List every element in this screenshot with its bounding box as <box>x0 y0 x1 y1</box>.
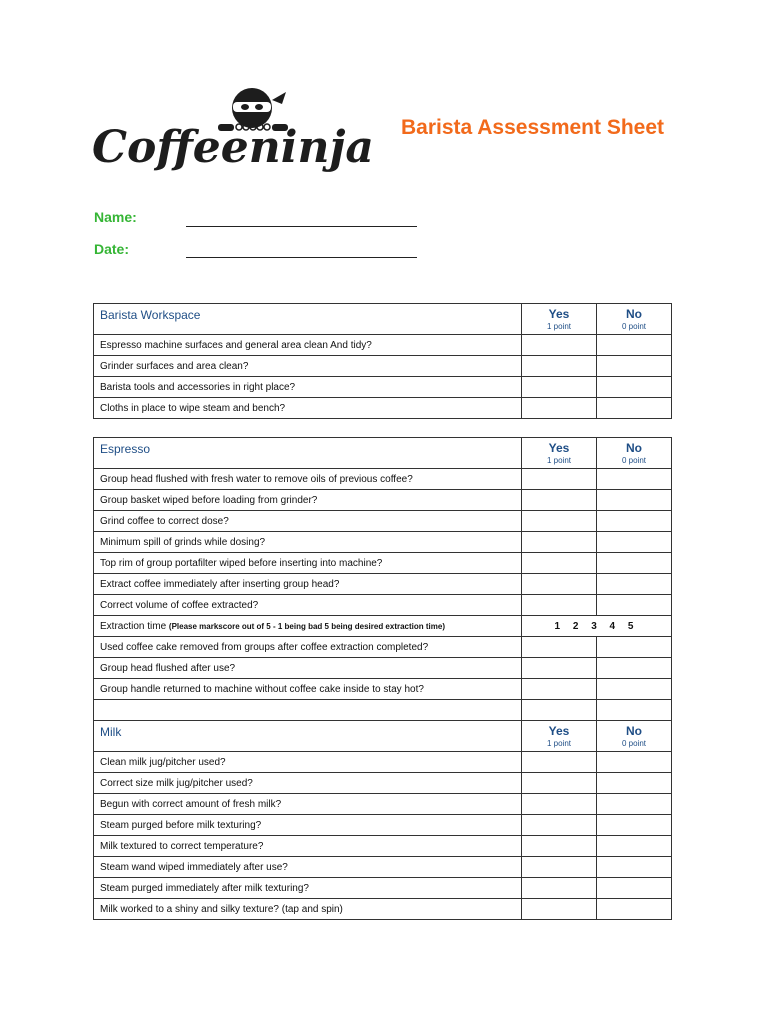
extraction-label: Extraction time <box>100 620 167 632</box>
no-cell[interactable] <box>597 595 672 616</box>
yes-cell[interactable] <box>522 679 597 700</box>
no-cell[interactable] <box>597 574 672 595</box>
question-cell: Group head flushed after use? <box>94 658 522 679</box>
workspace-header-row <box>94 304 672 335</box>
no-column-header: No 0 point <box>597 304 672 335</box>
yes-cell[interactable] <box>522 815 597 836</box>
yes-cell[interactable] <box>522 658 597 679</box>
question-cell: Top rim of group portafilter wiped before inserting into machine? <box>94 553 522 574</box>
table-row <box>94 553 672 574</box>
no-cell[interactable] <box>597 377 672 398</box>
question-cell: Used coffee cake removed from groups after coffee extraction completed? <box>94 637 522 658</box>
extraction-score-scale[interactable]: 1 2 3 4 5 <box>522 616 672 637</box>
no-cell[interactable] <box>597 815 672 836</box>
date-label: Date: <box>94 241 130 257</box>
question-cell: Steam purged before milk texturing? <box>94 815 522 836</box>
question-cell: Grind coffee to correct dose? <box>94 511 522 532</box>
yes-cell[interactable] <box>522 335 597 356</box>
no-cell[interactable] <box>597 398 672 419</box>
page-title: Barista Assessment Sheet <box>401 116 665 139</box>
table-row <box>94 773 672 794</box>
no-cell[interactable] <box>597 511 672 532</box>
yes-cell[interactable] <box>522 377 597 398</box>
date-field[interactable] <box>186 257 417 258</box>
yes-cell[interactable] <box>522 752 597 773</box>
spacer-row <box>94 700 672 721</box>
no-cell[interactable] <box>597 335 672 356</box>
no-cell[interactable] <box>597 857 672 878</box>
yes-cell[interactable] <box>522 878 597 899</box>
yes-cell[interactable] <box>522 469 597 490</box>
question-cell: Group basket wiped before loading from grinder? <box>94 490 522 511</box>
yes-cell[interactable] <box>522 794 597 815</box>
espresso-header-row <box>94 438 672 469</box>
question-cell: Minimum spill of grinds while dosing? <box>94 532 522 553</box>
yes-column-header: Yes 1 point <box>522 438 597 469</box>
question-cell: Extract coffee immediately after inserting group head? <box>94 574 522 595</box>
question-cell: Steam purged immediately after milk texturing? <box>94 878 522 899</box>
yes-cell[interactable] <box>522 574 597 595</box>
table-row <box>94 398 672 419</box>
table-row <box>94 899 672 920</box>
no-cell[interactable] <box>597 637 672 658</box>
table-row <box>94 658 672 679</box>
table-row <box>94 794 672 815</box>
question-cell: Correct volume of coffee extracted? <box>94 595 522 616</box>
table-row <box>94 679 672 700</box>
no-cell[interactable] <box>597 553 672 574</box>
no-cell[interactable] <box>597 658 672 679</box>
table-row <box>94 574 672 595</box>
no-cell[interactable] <box>597 752 672 773</box>
question-cell: Steam wand wiped immediately after use? <box>94 857 522 878</box>
table-row <box>94 532 672 553</box>
coffeeninja-logo <box>92 86 374 178</box>
yes-cell[interactable] <box>522 857 597 878</box>
yes-column-header: Yes 1 point <box>522 721 597 752</box>
no-cell[interactable] <box>597 773 672 794</box>
table-row <box>94 490 672 511</box>
extraction-note: (Please markscore out of 5 - 1 being bad 5 being desired extraction time) <box>168 621 445 631</box>
name-field[interactable] <box>186 226 417 227</box>
no-cell[interactable] <box>597 878 672 899</box>
question-cell <box>94 616 522 637</box>
yes-cell[interactable] <box>522 356 597 377</box>
question-cell: Milk worked to a shiny and silky texture? (tap and spin) <box>94 899 522 920</box>
no-cell[interactable] <box>597 532 672 553</box>
empty-cell <box>94 700 522 721</box>
no-column-header: No 0 point <box>597 438 672 469</box>
table-row <box>94 815 672 836</box>
table-row <box>94 595 672 616</box>
yes-cell[interactable] <box>522 899 597 920</box>
yes-cell[interactable] <box>522 398 597 419</box>
no-cell[interactable] <box>597 794 672 815</box>
section-heading: Barista Workspace <box>94 304 522 335</box>
question-cell: Barista tools and accessories in right place? <box>94 377 522 398</box>
section-heading: Espresso <box>94 438 522 469</box>
table-row <box>94 335 672 356</box>
question-cell: Grinder surfaces and area clean? <box>94 356 522 377</box>
yes-cell[interactable] <box>522 773 597 794</box>
question-cell: Espresso machine surfaces and general area clean And tidy? <box>94 335 522 356</box>
ninja-mascot-icon <box>92 86 374 178</box>
empty-cell <box>522 700 597 721</box>
yes-cell[interactable] <box>522 553 597 574</box>
svg-text:Coffeeninja: Coffeeninja <box>92 122 374 173</box>
workspace-table <box>93 303 672 419</box>
table-row <box>94 511 672 532</box>
yes-cell[interactable] <box>522 490 597 511</box>
table-row <box>94 469 672 490</box>
question-cell: Group head flushed with fresh water to remove oils of previous coffee? <box>94 469 522 490</box>
empty-cell <box>597 700 672 721</box>
no-cell[interactable] <box>597 356 672 377</box>
question-cell: Correct size milk jug/pitcher used? <box>94 773 522 794</box>
no-cell[interactable] <box>597 469 672 490</box>
question-cell: Clean milk jug/pitcher used? <box>94 752 522 773</box>
no-cell[interactable] <box>597 679 672 700</box>
yes-cell[interactable] <box>522 836 597 857</box>
name-label: Name: <box>94 209 137 225</box>
no-cell[interactable] <box>597 899 672 920</box>
yes-column-header: Yes 1 point <box>522 304 597 335</box>
table-row <box>94 377 672 398</box>
table-row <box>94 857 672 878</box>
yes-cell[interactable] <box>522 511 597 532</box>
table-row <box>94 752 672 773</box>
yes-cell[interactable] <box>522 595 597 616</box>
extraction-time-row <box>94 616 672 637</box>
yes-cell[interactable] <box>522 532 597 553</box>
table-row <box>94 878 672 899</box>
milk-header-row <box>94 721 672 752</box>
table-row <box>94 356 672 377</box>
question-cell: Milk textured to correct temperature? <box>94 836 522 857</box>
section-heading: Milk <box>94 721 522 752</box>
no-cell[interactable] <box>597 836 672 857</box>
espresso-milk-table <box>93 437 672 920</box>
question-cell: Begun with correct amount of fresh milk? <box>94 794 522 815</box>
yes-cell[interactable] <box>522 637 597 658</box>
no-cell[interactable] <box>597 490 672 511</box>
question-cell: Group handle returned to machine without coffee cake inside to stay hot? <box>94 679 522 700</box>
table-row <box>94 637 672 658</box>
question-cell: Cloths in place to wipe steam and bench? <box>94 398 522 419</box>
table-row <box>94 836 672 857</box>
no-column-header: No 0 point <box>597 721 672 752</box>
